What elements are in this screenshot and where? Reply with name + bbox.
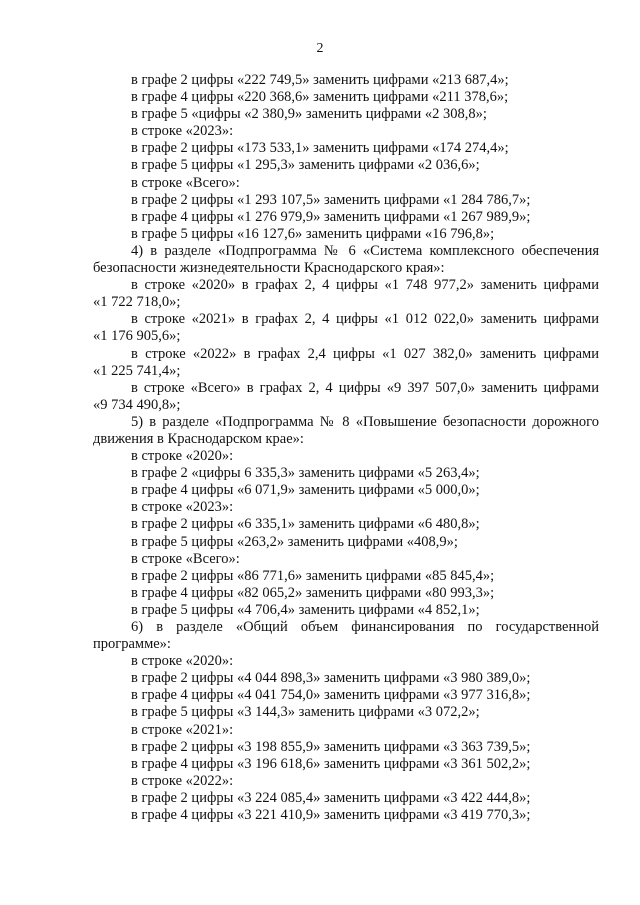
text-line: в графе 2 «цифры 6 335,3» заменить цифрами «5 263,4»; [131,465,480,482]
text-line: 4) в разделе «Подпрограмма № 6 «Система комплексного обеспечения [131,242,599,259]
text-line: движения в Краснодарском крае»: [93,430,304,447]
text-line: 5) в разделе «Подпрограмма № 8 «Повышение безопасности дорожного [131,413,599,430]
text-line: в графе 5 цифры «3 144,3» заменить цифрами «3 072,2»; [131,704,480,721]
text-line: в графе 2 цифры «6 335,1» заменить цифрами «6 480,8»; [131,516,480,533]
text-line: «1 722 718,0»; [93,294,181,311]
text-line: в графе 4 цифры «6 071,9» заменить цифрами «5 000,0»; [131,482,480,499]
text-line: в графе 4 цифры «3 221 410,9» заменить цифрами «3 419 770,3»; [131,807,531,824]
text-line: в графе 2 цифры «4 044 898,3» заменить цифрами «3 980 389,0»; [131,670,531,687]
text-line: в графе 5 цифры «16 127,6» заменить цифрами «16 796,8»; [131,225,495,242]
text-line: в строке «Всего»: [131,550,240,567]
text-line: в графе 4 цифры «3 196 618,6» заменить цифрами «3 361 502,2»; [131,755,531,772]
text-line: программе»: [93,636,171,653]
text-line: в графе 4 цифры «4 041 754,0» заменить цифрами «3 977 316,8»; [131,687,531,704]
text-line: в строке «2023»: [131,123,234,140]
text-line: в графе 4 цифры «220 368,6» заменить цифрами «211 378,6»; [131,89,509,106]
text-line: «1 176 905,6»; [93,328,181,345]
text-line: «9 734 490,8»; [93,396,181,413]
text-line: безопасности жизнедеятельности Краснодарского края»: [93,260,445,277]
text-line: в графе 5 «цифры «2 380,9» заменить цифрами «2 308,8»; [131,106,487,123]
text-line: в графе 4 цифры «1 276 979,9» заменить цифрами «1 267 989,9»; [131,208,531,225]
text-line: в графе 2 цифры «3 224 085,4» заменить цифрами «3 422 444,8»; [131,789,531,806]
text-line: в графе 2 цифры «86 771,6» заменить цифрами «85 845,4»; [131,567,495,584]
text-line: в строке «Всего»: [131,174,240,191]
text-line: в строке «2022» в графах 2,4 цифры «1 027 382,0» заменить цифрами [131,345,599,362]
text-line: в строке «2022»: [131,772,234,789]
text-line: в строке «2021» в графах 2, 4 цифры «1 012 022,0» заменить цифрами [131,311,599,328]
text-line: в графе 2 цифры «3 198 855,9» заменить цифрами «3 363 739,5»; [131,738,531,755]
text-line: в строке «2023»: [131,499,234,516]
page-number: 2 [316,41,324,56]
text-line: в строке «Всего» в графах 2, 4 цифры «9 397 507,0» заменить цифрами [131,379,599,396]
text-line: в графе 5 цифры «4 706,4» заменить цифрами «4 852,1»; [131,601,480,618]
text-line: в графе 2 цифры «222 749,5» заменить цифрами «213 687,4»; [131,72,509,88]
text-line: в графе 5 цифры «263,2» заменить цифрами «408,9»; [131,533,458,550]
text-line: в графе 2 цифры «1 293 107,5» заменить цифрами «1 284 786,7»; [131,191,531,208]
text-line: в строке «2020» в графах 2, 4 цифры «1 748 977,2» заменить цифрами [131,277,599,294]
document-body [93,72,599,824]
text-line: «1 225 741,4»; [93,362,181,379]
text-line: в графе 5 цифры «1 295,3» заменить цифрами «2 036,6»; [131,157,480,174]
text-line: в графе 2 цифры «173 533,1» заменить цифрами «174 274,4»; [131,140,509,157]
text-line: 6) в разделе «Общий объем финансирования по государственной [131,619,599,635]
text-line: в строке «2021»: [131,721,234,738]
text-line: в строке «2020»: [131,653,234,670]
text-line: в графе 4 цифры «82 065,2» заменить цифрами «80 993,3»; [131,584,495,601]
text-line: в строке «2020»: [131,448,234,465]
